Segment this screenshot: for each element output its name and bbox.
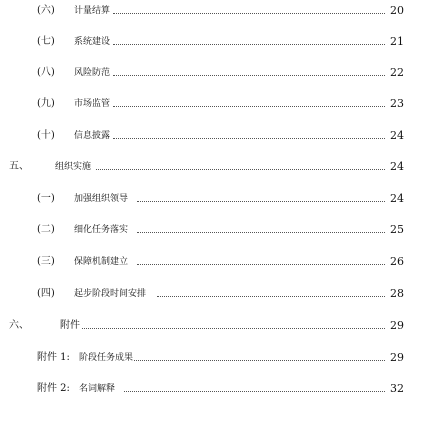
toc-entry-page: 24 (390, 192, 404, 205)
toc-entry-title: 阶段任务成果 (79, 353, 134, 363)
toc-entry (0, 191, 423, 207)
toc-entry (0, 286, 423, 302)
toc-entry (0, 3, 423, 19)
toc-entry-number: (七) (37, 36, 55, 47)
dot-leader (137, 201, 385, 202)
toc-entry-page: 24 (390, 160, 404, 173)
toc-entry-number: (三) (37, 256, 55, 267)
toc-entry-page: 28 (390, 287, 404, 300)
dot-leader (113, 13, 385, 14)
toc-entry-number: 五、 (9, 161, 29, 172)
toc-entry-page: 23 (390, 97, 404, 110)
toc-appendix-entry (0, 350, 423, 366)
toc-entry-number: (四) (37, 288, 55, 299)
toc-entry-title: 附件 (60, 320, 80, 331)
toc-entry-page: 29 (390, 351, 404, 364)
toc-entry-number: (二) (37, 224, 55, 235)
toc-entry-page: 21 (390, 35, 404, 48)
toc-entry-page: 32 (390, 382, 404, 395)
dot-leader (113, 44, 385, 45)
toc-section-entry (0, 159, 423, 175)
dot-leader (134, 360, 385, 361)
dot-leader (82, 328, 385, 329)
toc-entry-title: 起步阶段时间安排 (74, 289, 147, 299)
toc-entry-title: 组织实施 (55, 162, 92, 172)
toc-entry-number: (十) (37, 130, 55, 141)
dot-leader (96, 169, 385, 170)
toc-entry-title: 名词解释 (79, 384, 116, 394)
toc-entry-title: 加强组织领导 (74, 194, 129, 204)
toc-entry-page: 22 (390, 66, 404, 79)
dot-leader (113, 75, 385, 76)
toc-entry-title: 系统建设 (74, 37, 111, 47)
toc-entry (0, 96, 423, 112)
toc-entry-title: 市场监管 (74, 99, 111, 109)
dot-leader (157, 296, 385, 297)
toc-entry-title: 风险防范 (74, 68, 111, 78)
toc-entry-page: 26 (390, 255, 404, 268)
toc-entry-page: 25 (390, 223, 404, 236)
toc-entry-number: 附件 2: (37, 383, 70, 394)
toc-entry-number: 六、 (9, 320, 29, 331)
dot-leader (113, 106, 385, 107)
toc-appendix-entry (0, 381, 423, 397)
toc-entry-number: (九) (37, 98, 55, 109)
toc-entry-title: 细化任务落实 (74, 225, 129, 235)
toc-entry-number: (六) (37, 5, 55, 16)
toc-entry-number: 附件 1: (37, 352, 70, 363)
toc-entry-page: 29 (390, 319, 404, 332)
toc-entry (0, 254, 423, 270)
toc-entry-title: 信息披露 (74, 131, 111, 141)
toc-entry-page: 20 (390, 4, 404, 17)
toc-entry-page: 24 (390, 129, 404, 142)
toc-entry-title: 计量结算 (74, 6, 111, 16)
dot-leader (137, 264, 385, 265)
toc-section-entry (0, 318, 423, 334)
toc-entry (0, 34, 423, 50)
dot-leader (124, 391, 385, 392)
toc-entry-title: 保障机制建立 (74, 257, 129, 267)
toc-entry (0, 128, 423, 144)
dot-leader (113, 138, 385, 139)
toc-entry (0, 222, 423, 238)
toc-entry (0, 65, 423, 81)
toc-entry-number: (八) (37, 67, 55, 78)
dot-leader (137, 232, 385, 233)
toc-entry-number: (一) (37, 193, 55, 204)
